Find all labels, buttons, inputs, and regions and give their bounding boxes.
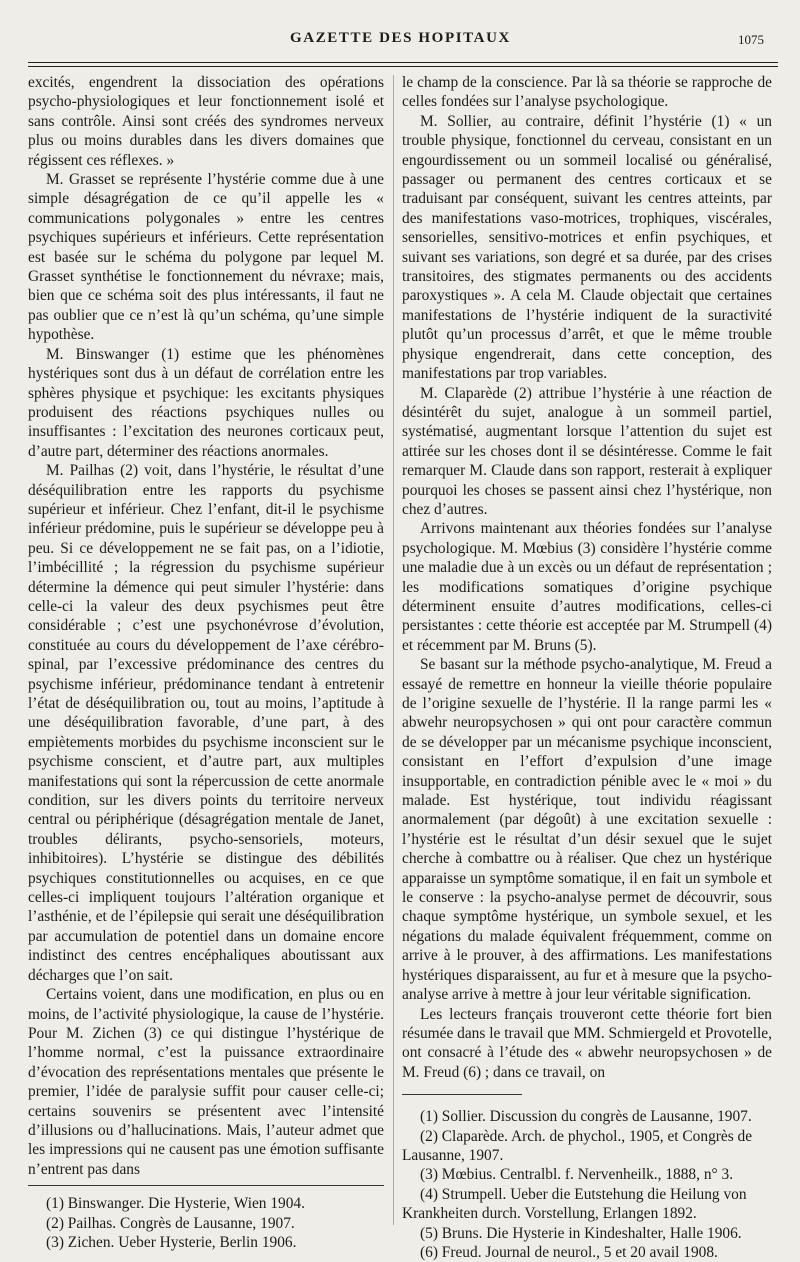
page-header bbox=[0, 30, 800, 52]
footnote: (3) Zichen. Ueber Hysterie, Berlin 1906. bbox=[46, 1233, 297, 1251]
footnote: (2) Claparède. Arch. de phychol., 1905, et Congrès de Lausanne, 1907. bbox=[402, 1127, 753, 1164]
paragraph: M. Binswanger (1) estime que les phénomènes hystériques sont dus à un défaut de corrélation entre les sphères physique et psychique: les excitants physiques produisent des réactions psychiques nulles ou insuffisantes : l’excitation des neurones corticaux peut, d’autre part, déterminer des réactions anormales. bbox=[28, 345, 384, 460]
left-footnotes bbox=[28, 1194, 384, 1252]
footnote-rule bbox=[402, 1094, 522, 1095]
page-number: 1075 bbox=[738, 32, 764, 47]
paragraph: Les lecteurs français trouveront cette théorie fort bien résumée dans le travail que MM. Schmiergeld et Provotelle, ont consacré à l’étude des « abwehr neuropsychosen » de M. Freud (6) ; dans ce travail, on bbox=[402, 1005, 772, 1081]
right-footnotes bbox=[402, 1107, 772, 1262]
paragraph: Se basant sur la méthode psycho-analytique, M. Freud a essayé de remettre en honneur la vieille théorie populaire de l’origine sexuelle de l’hystérie. Il la range parmi les « abwehr neuropsychosen » qui ont pour caractère commun de se développer par un mécanisme psychique inconscient, consistant en l’effort d’expulsion d’une image insupportable, en contradiction pénible avec le « moi » du malade. Est hystérique, tout individu réagissant anormalement (par dégoût) à une excitation sexuelle : l’hystérie est le résultat d’un désir sexuel que le sujet cherche à combattre ou à réaliser. Que chez un hystérique apparaisse un symptôme somatique, il en fait un symbole et le conserve : la psycho-analyse permet de découvrir, sous chaque symptôme hystérique, un symbole sexuel, et les négations du malade équivalent fréquemment, comme on arrive à le prouver, à des affirmations. Les manifestations hystériques disparaissent, au fur et à mesure que la psycho-analyse arrive à mettre à jour leur véritable signification. bbox=[402, 656, 772, 1004]
header-rule bbox=[28, 62, 778, 63]
right-column bbox=[402, 73, 772, 1262]
footnote: (1) Binswanger. Die Hysterie, Wien 1904. bbox=[46, 1195, 305, 1213]
footnote: (5) Bruns. Die Hysterie in Kindeshalter, Halle 1906. bbox=[420, 1224, 742, 1242]
header-rule-thin bbox=[28, 66, 778, 67]
footnote: (6) Freud. Journal de neurol., 5 et 20 avail 1908. bbox=[420, 1243, 718, 1261]
paragraph: M. Grasset se représente l’hystérie comme due à une simple désagrégation de ce qu’il appelle les « communications polygonales » entre les centres psychiques supérieurs et inférieurs. Cette représentation est basée sur le schéma du polygone par lequel M. Grasset synthétise le fonctionnement du névraxe; mais, bien que ce schéma soit des plus intéressants, il faut ne pas oublier que ce n’est là qu’un schéma, qu’une simple hypothèse. bbox=[28, 171, 384, 344]
paragraph: excités, engendrent la dissociation des opérations psycho-physiologiques et leur fonctionnement isolé et sans contrôle. Ainsi sont créés des syndromes nerveux plus ou moins durables dans les divers domaines que régissent ces réflexes. » bbox=[28, 74, 384, 169]
footnote: (2) Pailhas. Congrès de Lausanne, 1907. bbox=[46, 1214, 295, 1232]
left-column bbox=[28, 73, 384, 1252]
footnote: (1) Sollier. Discussion du congrès de Lausanne, 1907. bbox=[420, 1108, 752, 1126]
footnote: (4) Strumpell. Ueber die Eutstehung die Heilung von Krankheiten durch. Vorstellung, Erlangen 1892. bbox=[402, 1185, 747, 1223]
footnote: (3) Mœbius. Centralbl. f. Nervenheilk., 1888, n° 3. bbox=[420, 1166, 734, 1184]
paragraph: M. Claparède (2) attribue l’hystérie à une réaction de désintérêt du sujet, analogue à un sommeil partiel, systématisé, augmentant lorsque l’attention du sujet est attirée sur les choses dont il se désintéresse. Comme le fait remarquer M. Claude dans son rapport, resterait à expliquer pourquoi les choses se passent ainsi chez l’hystérique, non chez d’autres. bbox=[402, 384, 772, 518]
paragraph: Arrivons maintenant aux théories fondées sur l’analyse psychologique. M. Mœbius (3) considère l’hystérie comme une maladie due à un excès ou un défaut de représentation ; les modifications somatiques d’origine psychique déterminent ensuite d’autres modifications, celles-ci persistantes : cette théorie est acceptée par M. Strumpell (4) et récemment par M. Bruns (5). bbox=[402, 520, 772, 654]
column-divider bbox=[393, 75, 394, 1225]
paragraph: le champ de la conscience. Par là sa théorie se rapproche de celles fondées sur l’analyse psychologique. bbox=[402, 74, 772, 111]
paragraph: M. Pailhas (2) voit, dans l’hystérie, le résultat d’une déséquilibration entre les rapports du psychisme supérieur et inférieur. Chez l’enfant, dit-il le psychisme inférieur prédomine, puis le supérieur se développe peu à peu. Si ce développement ne se fait pas, on a l’idiotie, l’imbécillité ; la régression du psychisme supérieur détermine la démence qui peut simuler l’hystérie: dans celle-ci la valeur des deux psychismes peut être considérable ; c’est une psychonévrose d’évolution, constituée au cours du développement de l’axe cérébro-spinal, par l’excessive prédominance des centres du psychisme inférieur, prédominance tendant à entretenir l’état de déséquilibration ou, tout au moins, l’aptitude à une déséquilibration favorable, d’une part, à des empiètements morbides du psychisme inconscient sur le psychisme conscient, et d’autre part, aux multiples manifestations qui sont la répercussion de cette anormale condition, sur les divers points du territoire nerveux central ou périphérique (désagrégation mentale de Janet, troubles délirants, psycho-sensoriels, moteurs, inhibitoires). L’hystérie se distingue des débilités psychiques constitutionnelles ou acquises, en ce que celles-ci impliquent toujours l’altération organique et l’asthénie, et de l’épilepsie qui serait une déséquilibration par accumulation de potentiel dans un domaine encore indistinct des centres encéphaliques aboutissant aux décharges que l’on sait. bbox=[28, 462, 384, 984]
footnote-rule bbox=[28, 1185, 384, 1186]
running-title: GAZETTE DES HOPITAUX bbox=[290, 30, 511, 46]
paragraph: Certains voient, dans une modification, en plus ou en moins, de l’activité physiologique, la cause de l’hystérie. Pour M. Zichen (3) ce qui distingue l’hystérique de l’homme normal, c’est la puissance extraordinaire d’évocation des représentations mentales que présente le premier, l’idée de paralysie suffit pour causer celle-ci; certains souvenirs se présentent avec l’intensité d’illusions ou d’hallucinations. Mais, l’auteur admet que les impressions qui ne causent pas une émotion suffisante n’entrent pas dans bbox=[28, 986, 384, 1178]
paragraph: M. Sollier, au contraire, définit l’hystérie (1) « un trouble physique, fonctionnel du cerveau, consistant en un engourdissement ou un sommeil localisé ou généralisé, passager ou permanent des centres corticaux et se traduisant par conséquent, suivant les centres atteints, par des manifestations vaso-motrices, trophiques, viscérales, sensorielles, sensitivo-motrices et enfin psychiques, et suivant ses variations, son degré et sa durée, par des crises transitoires, des stigmates permanents ou des accidents paroxystiques ». A cela M. Claude objectait que certaines manifestations de l’hystérie indiquent de la suractivité plutôt qu’un processus d’arrêt, et que le même trouble physique engendrerait, dans cette conception, des manifestations par trop variables. bbox=[402, 112, 772, 383]
